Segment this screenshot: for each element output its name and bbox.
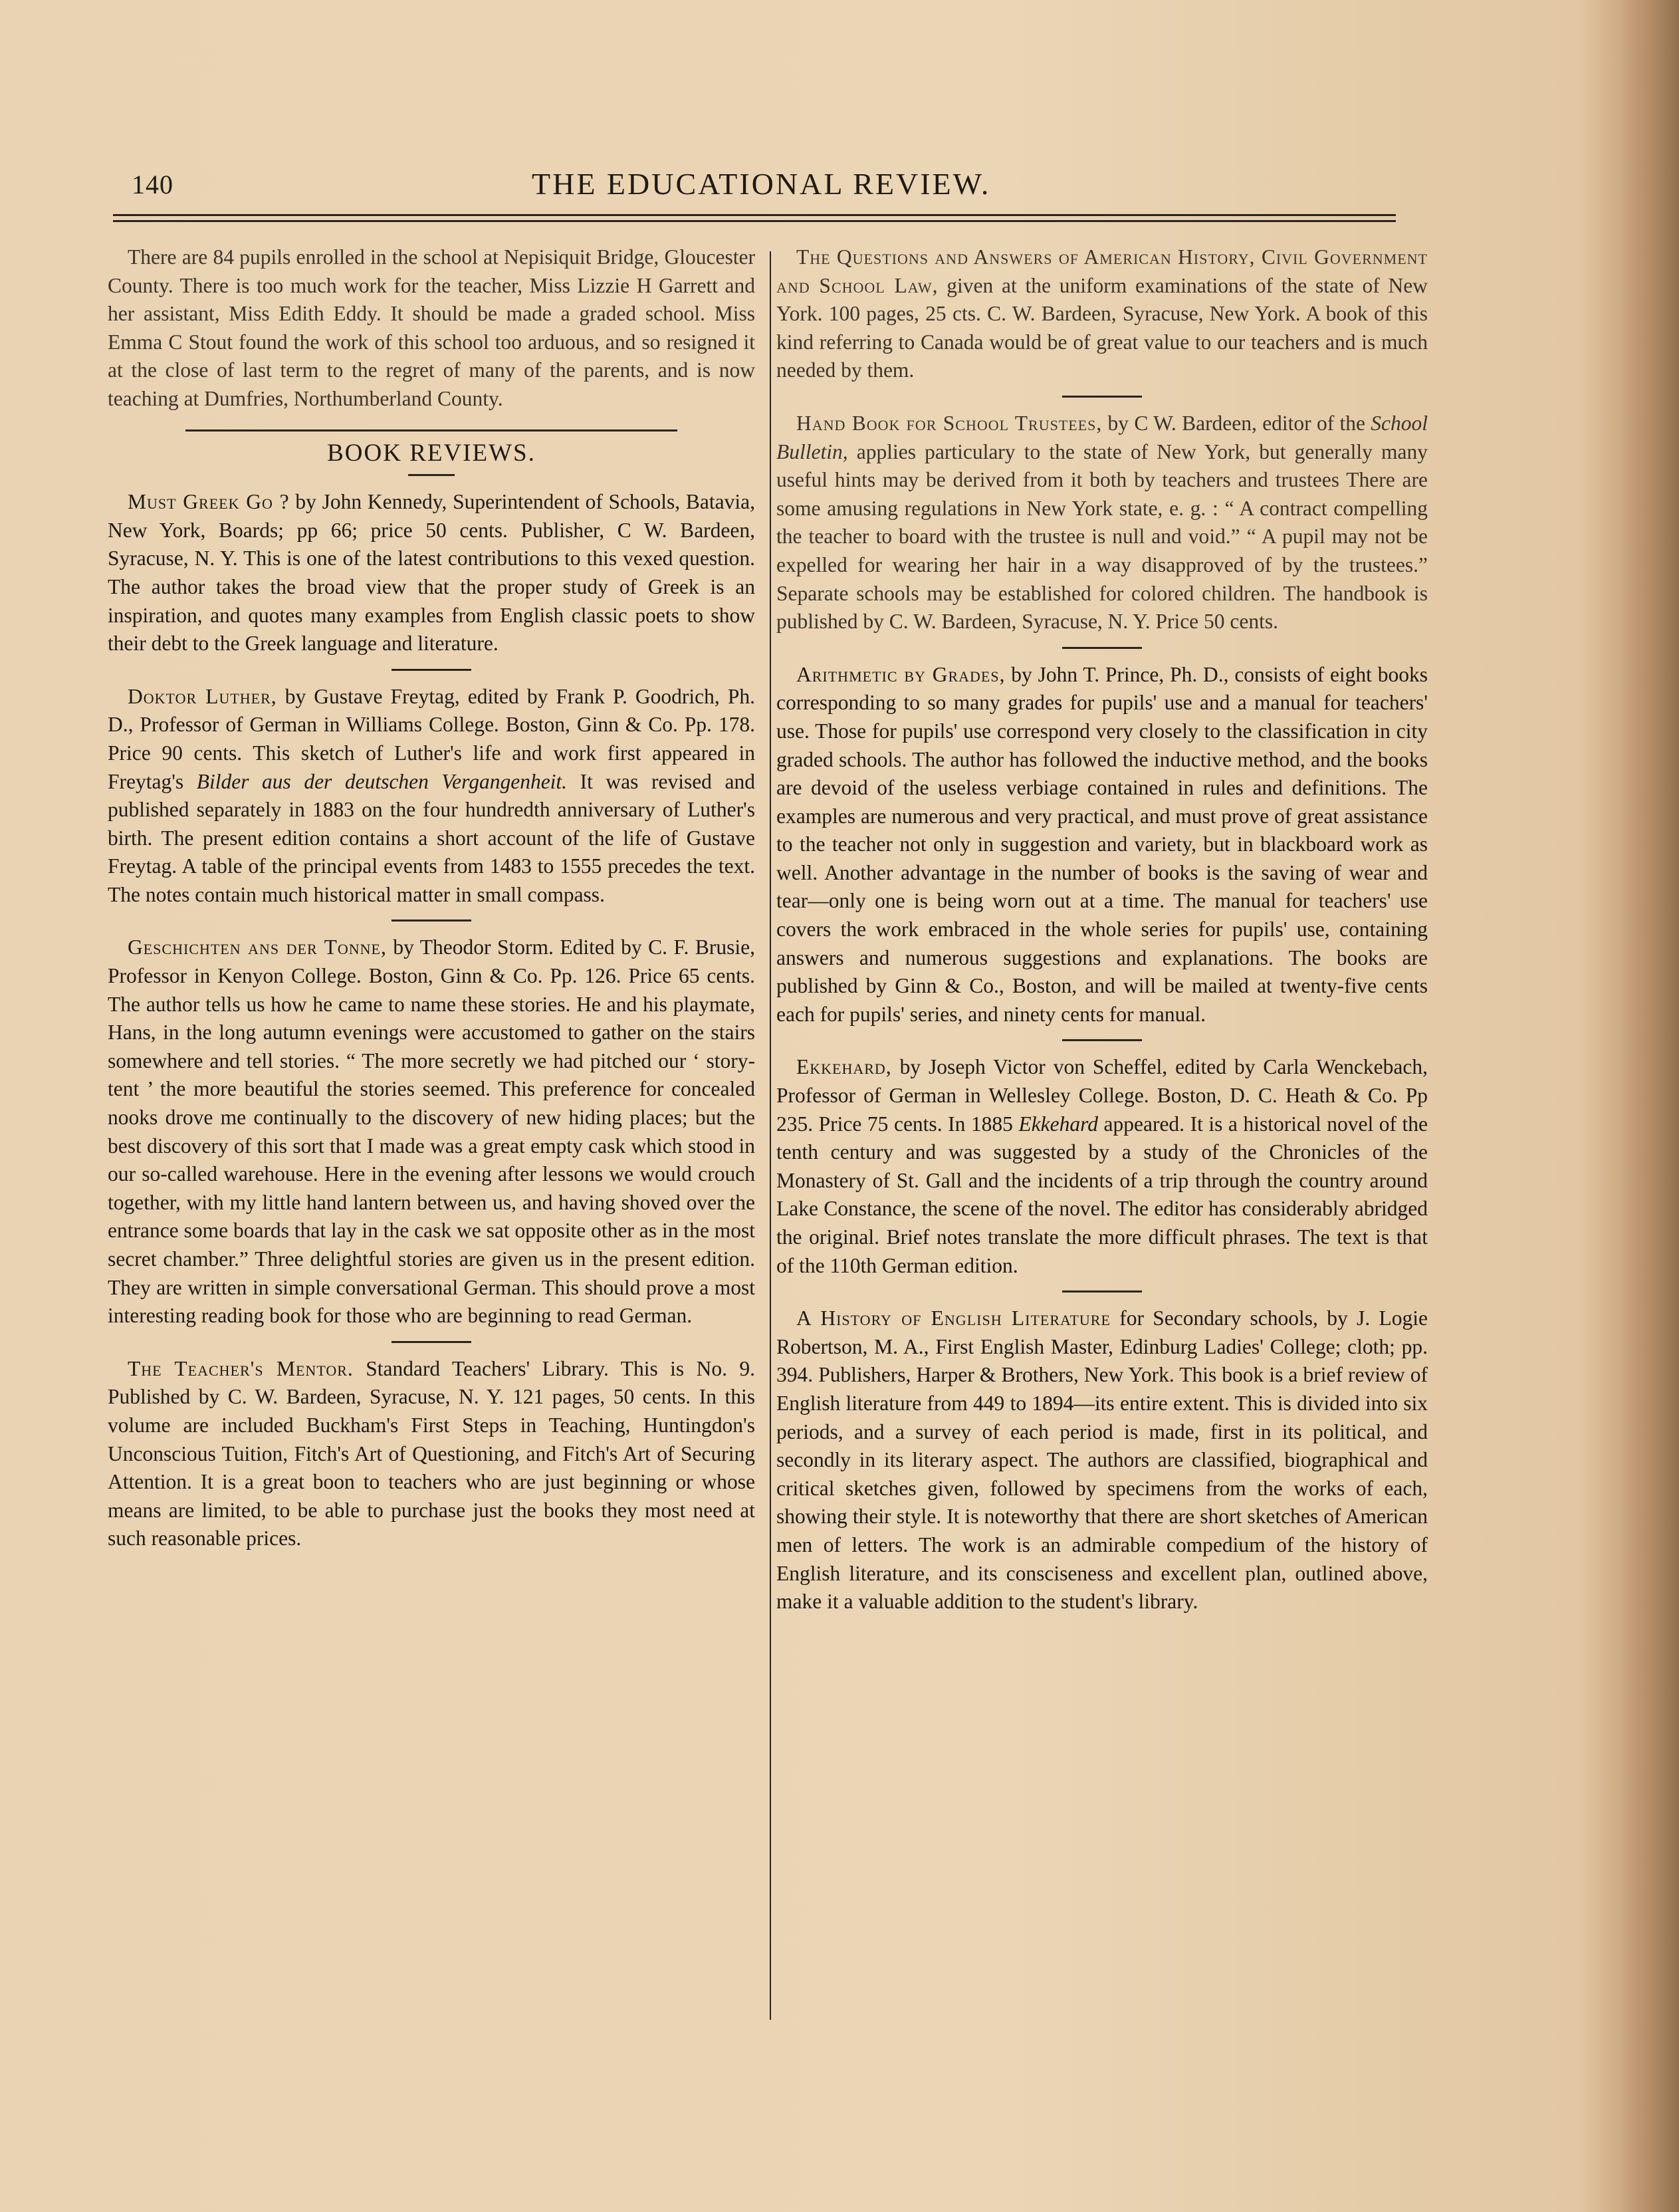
- intro-paragraph: There are 84 pupils enrolled in the school at Nepisiquit Bridge, Gloucester County. There is too much work for the teacher, Miss Lizzie H Garrett and her assistant, Miss Edith Eddy. It should be made a graded school. Miss Emma C Stout found the work of this school too arduous, and so resigned it at the close of last term to the regret of many of the parents, and is now teaching at Dumfries, Northumberland County.: [108, 245, 755, 410]
- review-body: by Joseph Victor von Scheffel, edited by Carla Wenckebach, Professor of German in Wellesley College. Boston, D. C. Heath & Co. Pp 235. Price 75 cents. In 1885: [776, 1055, 1428, 1136]
- review-questions-answers: [776, 243, 1428, 385]
- review-separator: [392, 920, 471, 922]
- header-rule-bottom: [113, 220, 1396, 222]
- column-divider: [770, 251, 771, 2020]
- review-body: by C W. Bardeen, editor of the: [1102, 411, 1371, 435]
- section-title-underline: [408, 474, 455, 476]
- review-separator: [392, 669, 471, 671]
- review-separator: [392, 1341, 471, 1343]
- review-title: The Teacher's Mentor.: [128, 1356, 354, 1380]
- page-number: 140: [132, 170, 173, 199]
- review-doktor-luther: [108, 683, 755, 910]
- review-title: Ekkehard,: [796, 1055, 892, 1079]
- review-separator: [1062, 647, 1142, 649]
- review-separator: [1062, 396, 1142, 398]
- left-column: [108, 243, 755, 1553]
- review-body-continued: It was revised and published separately in 1883 on the four hundredth anniversary of Luther's birth. The present edition contains a short account of the life of Gustave Freytag. A table of the principal events from 1483 to 1555 precedes the text. The notes contain much historical matter in small compass.: [108, 769, 755, 906]
- page-edge-shadow: [1619, 0, 1679, 2212]
- review-title: Doktor Luther,: [128, 684, 277, 708]
- review-title: A History of English Literature: [796, 1306, 1111, 1330]
- header-rule-top: [113, 214, 1396, 216]
- review-body: by Theodor Storm. Edited by C. F. Brusie, Professor in Kenyon College. Boston, Ginn & Co. Pp. 126. Price 65 cents. The author tells us how he came to name these stories. He and his playmate, Hans, in the long autumn evenings were accustomed to gather on the stairs somewhere and tell stories. “ The more secretly we had pitched our ‘ story-tent ’ the more beautiful the stories seemed. This preference for concealed nooks drove me continually to the discovery of new hiding places; but the best discovery of this sort that I made was a great empty cask which stood in our so-called warehouse. Here in the evening after lessons we would crouch together, with my little hand lantern between us, and having shoved over the entrance some boards that lay in the cask we sat opposite other as in the most secret chamber.” Three delightful stories are given us in the present edition. They are written in simple conversational German. This should prove a most interesting reading book for those who are beginning to read German.: [108, 935, 756, 1328]
- review-body: given at the uniform examinations of the state of New York. 100 pages, 25 cts. C. W. Bardeen, Syracuse, New York. A book of this kind referring to Canada would be of great value to our teachers and is much needed by them.: [776, 273, 1428, 382]
- review-body: by Gustave Freytag, edited by Frank P. Goodrich, Ph. D., Professor of German in Williams College. Boston, Ginn & Co. Pp. 178. Price 90 cents. This sketch of Luther's life and work first appeared in Freytag's: [108, 684, 755, 793]
- review-body: by John Kennedy, Superintendent of Schools, Batavia, New York, Boards; pp 66; price 50 cents. Publisher, C W. Bardeen, Syracuse, N. Y. This is one of the latest contributions to this vexed question. The author takes the broad view that the proper study of Greek is an inspiration, and quotes many examples from English classic poets to show their debt to the Greek language and literature.: [108, 490, 756, 656]
- review-italic-title: Bilder aus der deutschen Vergangenheit.: [196, 769, 568, 793]
- review-title: Geschichten ans der Tonne,: [128, 935, 387, 959]
- review-ekkehard: [776, 1053, 1428, 1280]
- review-teachers-mentor: [108, 1355, 755, 1553]
- review-must-greek-go: [108, 488, 755, 658]
- review-title: Arithmetic by Grades,: [796, 662, 1006, 686]
- review-separator: [1062, 1290, 1142, 1292]
- right-column: [776, 243, 1428, 1616]
- review-body: by John T. Prince, Ph. D., consists of eight books corresponding to so many grades for pupils' use and a manual for teachers' use. Those for pupils' use correspond very closely to the classification in city graded schools. The author has followed the inductive method, and the books are devoid of the useless verbiage contained in rules and definitions. The examples are numerous and very practical, and must prove of great assistance to the teacher not only in suggestion and variety, but in blackboard work as well. Another advantage in the number of books is the saving of wear and tear—only one is being worn out at a time. The manual for teachers' use covers the work embraced in the whole series for pupils' use, containing answers and numerous suggestions and explanations. The books are published by Ginn & Co., Boston, and will be mailed at twenty-five cents each for pupils' series, and ninety cents for manual.: [776, 662, 1428, 1026]
- review-arithmetic: [776, 661, 1428, 1029]
- review-title: The Questions and Answers of American History, Civil Government and School Law,: [776, 245, 1428, 297]
- review-body-continued: applies particulary to the state of New York, but generally many useful hints may be derived from it both by teachers and trustees There are some amusing regulations in New York state, e. g. : “ A contract compelling the teacher to board with the trustee is null and void.” “ A pupil may not be expelled for wearing her hair in a way disapproved of by the trustees.” Separate schools may be established for colored children. The handbook is published by C. W. Bardeen, Syracuse, N. Y. Price 50 cents.: [776, 439, 1428, 634]
- running-title: THE EDUCATIONAL REVIEW.: [532, 167, 991, 201]
- review-title: Must Greek Go ?: [128, 490, 290, 514]
- review-body: Standard Teachers' Library. This is No. 9. Published by C. W. Bardeen, Syracuse, N. Y. 121 pages, 50 cents. In this volume are included Buckham's First Steps in Teaching, Huntingdon's Unconscious Tuition, Fitch's Art of Questioning, and Fitch's Art of Securing Attention. It is a great boon to teachers who are just beginning or whose means are limited, to be able to purchase just the books they most need at such reasonable prices.: [108, 1356, 755, 1550]
- review-body: for Secondary schools, by J. Logie Robertson, M. A., First English Master, Edinburg Ladies' College; cloth; pp. 394. Publishers, Harper & Brothers, New York. This book is a brief review of English literature from 449 to 1894—its entire extent. This is divided into six periods, and a survey of each period is made, first in its political, and secondly in its literary aspect. The authors are classified, biographical and critical sketches given, followed by specimens from the works of each, showing their style. It is noteworthy that there are short sketches of American men of letters. The work is an admirable compedium of the history of English literature, and its consciseness and excellent plan, outlined above, make it a valuable addition to the student's library.: [776, 1306, 1428, 1614]
- section-title: BOOK REVIEWS.: [327, 439, 536, 467]
- review-title: Hand Book for School Trustees,: [796, 411, 1103, 435]
- review-separator: [1062, 1039, 1142, 1041]
- review-hand-book: [776, 410, 1428, 636]
- review-geschichten: [108, 933, 755, 1330]
- section-rule: [185, 430, 677, 431]
- review-italic-title: Ekkehard: [1018, 1112, 1098, 1136]
- review-english-literature: [776, 1304, 1428, 1616]
- review-body-continued: appeared. It is a historical novel of the tenth century and was suggested by a study of the Chronicles of the Monastery of St. Gall and the incidents of a trip through the country around Lake Constance, the scene of the novel. The editor has considerably abridged the original. Brief notes translate the more difficult phrases. The text is that of the 110th German edition.: [776, 1112, 1428, 1277]
- review-italic-title: School Bulletin,: [776, 411, 1428, 463]
- page-header: [113, 157, 1396, 210]
